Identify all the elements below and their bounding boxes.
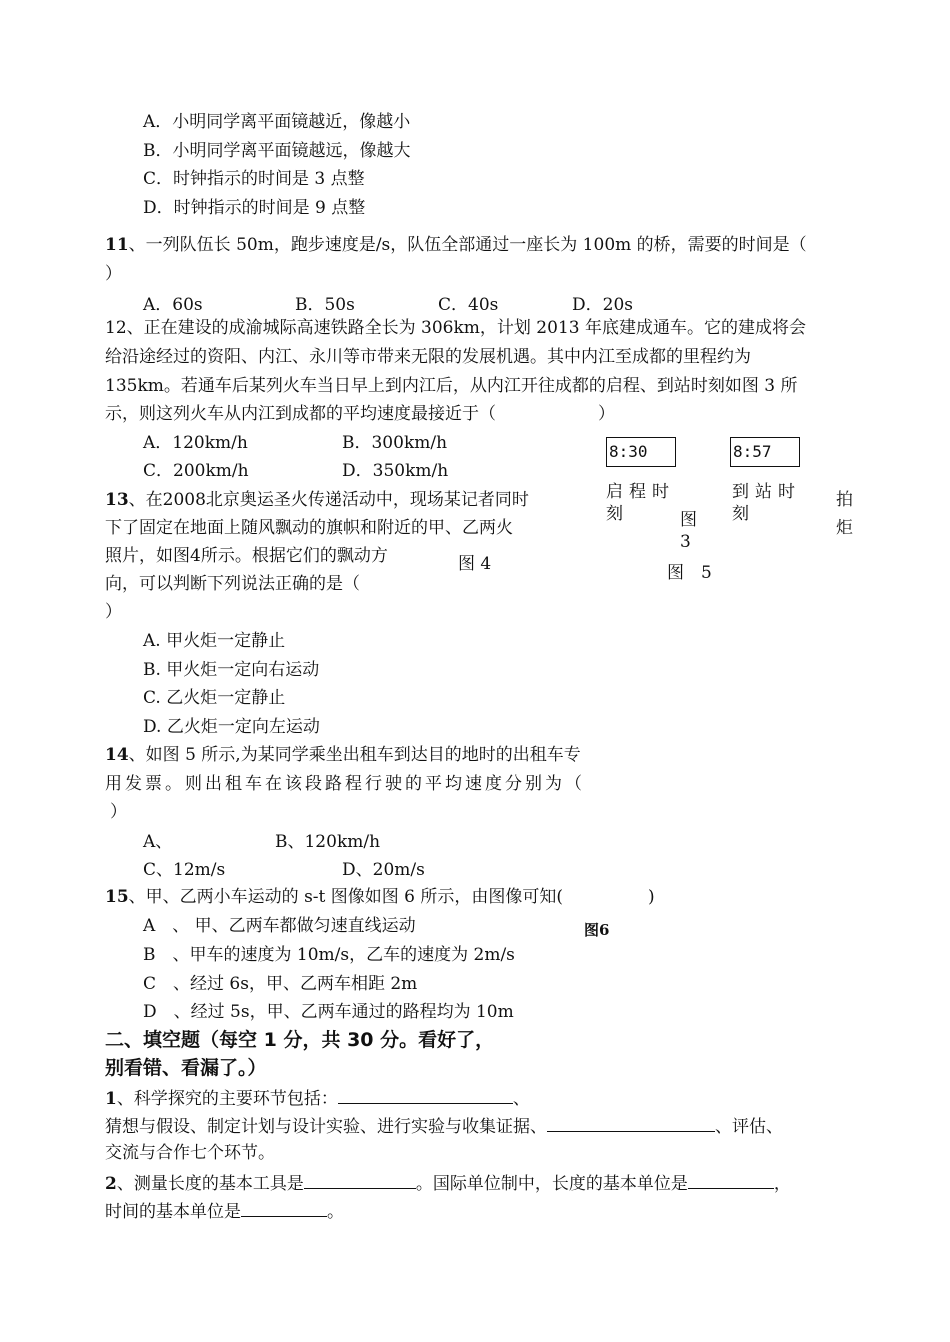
- fill2-blank-2[interactable]: [688, 1170, 774, 1189]
- q12-option-b: B．300km/h: [342, 433, 448, 453]
- q15-stem: 15、甲、乙两小车运动的 s-t 图像如图 6 所示，由图像可知( ): [105, 887, 655, 907]
- q13-side-char-1: 拍: [836, 490, 853, 510]
- q15-option-b: B 、甲车的速度为 10m/s，乙车的速度为 2m/s: [143, 945, 515, 965]
- q14-line-3: ）: [110, 802, 127, 822]
- fill2-blank-3[interactable]: [241, 1198, 327, 1217]
- fill2-line-2: 时间的基本单位是 。: [105, 1198, 344, 1224]
- figure3-caption-b: 3: [680, 532, 691, 552]
- q13-line-2: 下了固定在地面上随风飘动的旗帜和附近的甲、乙两火: [105, 518, 513, 538]
- q11-option-d: D．20s: [572, 295, 633, 315]
- q13-side-char-2: 炬: [836, 518, 853, 538]
- section2-title-line-2: 别看错、看漏了。）: [105, 1057, 267, 1079]
- q10-option-b: B．小明同学离平面镜越远，像越大: [143, 141, 411, 161]
- arrive-time-label: 到站时: [732, 482, 801, 502]
- arrive-time-box: 8:57: [730, 437, 800, 467]
- q11-option-c: C．40s: [438, 295, 499, 315]
- q12-line-4: 示，则这列火车从内江到成都的平均速度最接近于（ ）: [105, 404, 615, 424]
- q12-option-a: A．120km/h: [143, 433, 248, 453]
- q12-line-2: 给沿途经过的资阳、内江、永川等市带来无限的发展机遇。其中内江至成都的里程约为: [105, 347, 751, 367]
- q13-line-4: 向，可以判断下列说法正确的是（: [105, 574, 360, 594]
- q14-option-c: C、12m/s: [143, 860, 226, 880]
- q15-option-d: D 、经过 5s，甲、乙两车通过的路程均为 10m: [143, 1002, 514, 1022]
- fill2-line-1: 2、测量长度的基本工具是 。国际单位制中，长度的基本单位是 ，: [105, 1170, 791, 1196]
- q12-option-d: D．350km/h: [342, 461, 449, 481]
- fill1-line-1: 1、科学探究的主要环节包括： 、: [105, 1085, 530, 1111]
- q11-option-a: A．60s: [143, 295, 203, 315]
- figure6-caption: 图6: [584, 921, 610, 939]
- fill1-blank-2[interactable]: [547, 1113, 715, 1132]
- start-time-box: 8:30: [606, 437, 676, 467]
- q11-stem: 11、一列队伍长 50m，跑步速度是/s，队伍全部通过一座长为 100m 的桥，需要的时间是（: [105, 235, 807, 255]
- q13-line-5: ）: [105, 602, 122, 622]
- figure4-caption: 图 4: [458, 554, 492, 574]
- q13-line-3: 照片，如图4所示。根据它们的飘动方: [105, 546, 388, 566]
- q15-option-c: C 、经过 6s，甲、乙两车相距 2m: [143, 974, 418, 994]
- q14-line-2: 用发票。则出租车在该段路程行驶的平均速度分别为（: [105, 774, 585, 794]
- fill2-blank-1[interactable]: [304, 1170, 416, 1189]
- section2-title-line-1: 二、填空题（每空 1 分，共 30 分。看好了，: [105, 1029, 495, 1051]
- fill1-blank-1[interactable]: [338, 1085, 513, 1104]
- q10-option-d: D．时钟指示的时间是 9 点整: [143, 198, 366, 218]
- start-time-label: 启程时: [606, 482, 675, 502]
- q10-option-c: C．时钟指示的时间是 3 点整: [143, 169, 365, 189]
- q12-line-3: 135km。若通车后某列火车当日早上到内江后，从内江开往成都的启程、到站时刻如图 3 所: [105, 376, 798, 396]
- q13-option-d: D. 乙火炬一定向左运动: [143, 717, 320, 737]
- start-time-label-2: 刻: [606, 504, 623, 524]
- q11-stem-end: ）: [105, 264, 122, 284]
- q14-option-a: A、: [143, 832, 173, 852]
- q12-option-c: C．200km/h: [143, 461, 249, 481]
- fill1-line-2: 猜想与假设、制定计划与设计实验、进行实验与收集证据、 、评估、: [105, 1113, 783, 1139]
- q10-option-a: A．小明同学离平面镜越近，像越小: [143, 112, 411, 132]
- q13-option-b: B. 甲火炬一定向右运动: [143, 660, 320, 680]
- figure3-caption-a: 图: [680, 510, 697, 530]
- arrive-time-label-2: 刻: [732, 504, 749, 524]
- q13-line-1: 13、在2008北京奥运圣火传递活动中，现场某记者同时: [105, 490, 529, 510]
- fill1-line-3: 交流与合作七个环节。: [105, 1143, 275, 1163]
- q13-option-a: A. 甲火炬一定静止: [143, 631, 286, 651]
- q14-option-d: D、20m/s: [342, 860, 425, 880]
- q11-option-b: B．50s: [295, 295, 355, 315]
- figure5-caption: 图 5: [667, 563, 712, 583]
- q14-line-1: 14、如图 5 所示,为某同学乘坐出租车到达目的地时的出租车专: [105, 745, 581, 765]
- q12-line-1: 12、正在建设的成渝城际高速铁路全长为 306km，计划 2013 年底建成通车。它的建成将会: [105, 318, 806, 338]
- q15-option-a: A 、 甲、乙两车都做匀速直线运动: [143, 916, 416, 936]
- q13-option-c: C. 乙火炬一定静止: [143, 688, 286, 708]
- q14-option-b: B、120km/h: [275, 832, 381, 852]
